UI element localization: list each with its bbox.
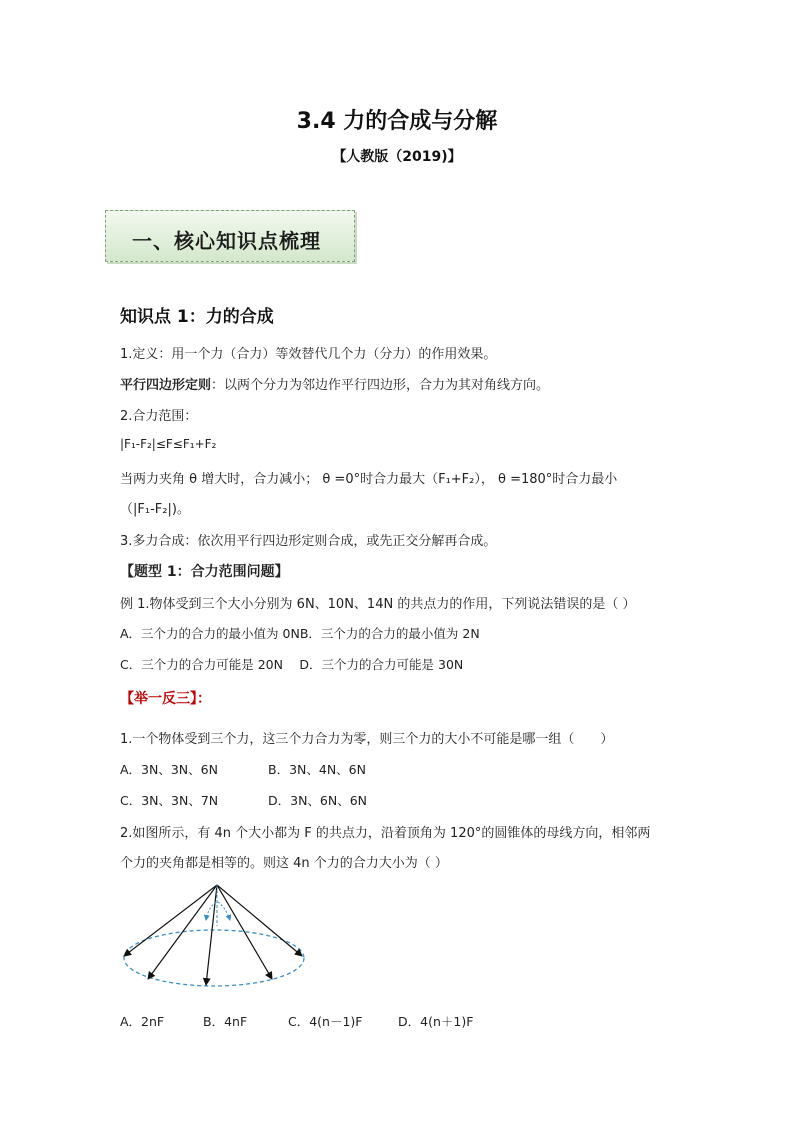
section-banner-text: 一、核心知识点梳理: [132, 229, 321, 253]
practice-heading-colon: ：: [197, 691, 211, 707]
practice-question-2-line2: 个力的夹角都是相等的。则这 4n 个力的合力大小为（ ）: [120, 856, 448, 871]
multi-force-text: 3.多力合成：依次用平行四边形定则合成，或先正交分解再合成。: [120, 534, 497, 549]
rule-line: [120, 374, 549, 393]
practice-question-2-line1: 2.如图所示，有 4n 个大小都为 F 的共点力，沿着顶角为 120°的圆锥体的母线方向，相邻两: [120, 826, 651, 841]
q2-option-d: D．4(n＋1)F: [398, 1014, 474, 1029]
q1-option-d: D．3N、6N、6N: [268, 793, 368, 808]
rule-text: ：以两个分力为邻边作平行四边形，合力为其对角线方向。: [211, 378, 550, 393]
cone-force-diagram: [110, 876, 320, 996]
angle-text-line1: 当两力夹角 θ 增大时，合力减小； θ =0°时合力最大（F₁+F₂）， θ =180°时合力最小: [120, 472, 618, 487]
knowledge-point-title: 知识点 1：力的合成: [120, 307, 274, 327]
q1-option-a: A．3N、3N、6N: [120, 762, 218, 777]
force-arrow-1: [124, 885, 217, 956]
practice-heading: [120, 688, 211, 708]
question-type-heading: 【题型 1：合力范围问题】: [120, 564, 289, 580]
q1-option-c: C．3N、3N、7N: [120, 793, 219, 808]
cone-base-ellipse: [124, 930, 304, 986]
practice-heading-text: 【举一反三】: [120, 691, 197, 707]
q2-option-a: A．2nF: [120, 1014, 165, 1029]
example-options-cd: C．三个力的合力可能是 20N D．三个力的合力可能是 30N: [120, 657, 464, 672]
section-banner: [105, 210, 355, 262]
angle-text-line2: （|F₁-F₂|)。: [120, 502, 190, 517]
force-arrow-4: [217, 885, 272, 979]
edition-label: 【人教版（2019)】: [332, 149, 462, 165]
definition-text: 1.定义：用一个力（合力）等效替代几个力（分力）的作用效果。: [120, 347, 497, 362]
q1-option-b: B．3N、4N、6N: [268, 762, 366, 777]
practice-question-1: 1.一个物体受到三个力，这三个力合力为零，则三个力的大小不可能是哪一组（ ）: [120, 732, 614, 747]
page-title: 3.4 力的合成与分解: [296, 109, 498, 134]
force-arrow-5: [217, 885, 302, 956]
force-arrow-2: [148, 885, 217, 979]
example-question: 例 1.物体受到三个大小分别为 6N、10N、14N 的共点力的作用，下列说法错误的是（ ）: [120, 597, 636, 612]
range-formula: |F₁-F₂|≤F≤F₁+F₂: [120, 437, 217, 451]
q2-option-c: C．4(n－1)F: [288, 1014, 363, 1029]
example-options-ab: A．三个力的合力的最小值为 0NB．三个力的合力的最小值为 2N: [120, 626, 480, 641]
force-arrow-3: [206, 885, 217, 985]
rule-label: 平行四边形定则: [120, 378, 212, 393]
range-title: 2.合力范围：: [120, 409, 198, 424]
q2-option-b: B．4nF: [203, 1014, 248, 1029]
